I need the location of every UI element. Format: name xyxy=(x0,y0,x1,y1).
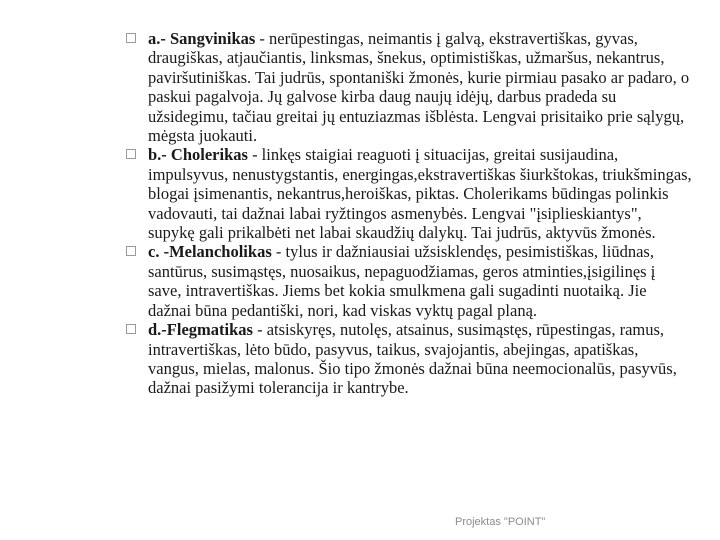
list-item-flegmatikas xyxy=(126,320,692,398)
item-text: - nerūpestingas, neimantis į galvą, ekstravertiškas, gyvas, draugiškas, atjaučiantis, linksmas, šnekus, optimistiškas, užmaršus, nekantrus, paviršutiniškas. Tai judrūs, spontaniški žmonės, kurie pirmiau pasako ar padaro, o paskui pagalvoja. Jų galvose kirba daug naujų idėjų, darbus pradeda su užsidegimu, tačiau greitai jų entuziazmas išblėsta. Lengvai prisitaiko prie sąlygų, mėgsta juokauti. xyxy=(148,29,690,146)
list-item-cholerikas xyxy=(126,145,692,242)
item-text: - atsiskyręs, nutolęs, atsainus, susimąstęs, rūpestingas, ramus, intravertiškas, lėto būdo, pasyvus, taikus, svajojantis, abejingas, apatiškas, vangus, mielas, malonus. Šio tipo žmonės dažnai būna neemocionalūs, pasyvūs, dažnai pasižymi tolerancija ir kantrybe. xyxy=(148,320,677,398)
bullet-icon xyxy=(126,149,136,159)
list-item-melancholikas xyxy=(126,242,692,320)
item-text: - tylus ir dažniausiai užsisklendęs, pesimistiškas, liūdnas, santūrus, susimąstęs, nuosaikus, nepaguodžiamas, geros atminties,įsigilinęs į save, intravertiškas. Jiems bet kokia smulkmena gali sugadinti nuotaiką. Jie dažnai būna pedantiški, nori, kad viskas vyktų pagal planą. xyxy=(148,242,656,320)
bullet-icon xyxy=(126,246,136,256)
item-term: a.- Sangvinikas xyxy=(148,29,256,48)
bullet-list xyxy=(126,29,692,398)
item-term: d.-Flegmatikas xyxy=(148,320,253,340)
bullet-icon xyxy=(126,33,136,43)
item-term: b.- Cholerikas xyxy=(148,145,248,165)
list-item-sangvinikas xyxy=(126,29,692,145)
bullet-icon xyxy=(126,324,136,334)
slide-footer: Projektas "POINT" xyxy=(455,516,546,528)
item-text: - linkęs staigiai reaguoti į situacijas, greitai susijaudina, impulsyvus, nenustygstantis, energingas,ekstravertiškas šiurkštokas, triukšmingas, blogai įsimenantis, nekantrus,heroiškas, piktas. Cholerikams būdingas polinkis vadovauti, tai dažnai labai ryžtingos asmenybės. Lengvai "įsiplieskiantys", supykę gali prikalbėti net labai skaudžių dalykų. Tai judrūs, aktyvūs žmonės. xyxy=(148,145,692,243)
item-term: c. -Melancholikas xyxy=(148,242,272,262)
